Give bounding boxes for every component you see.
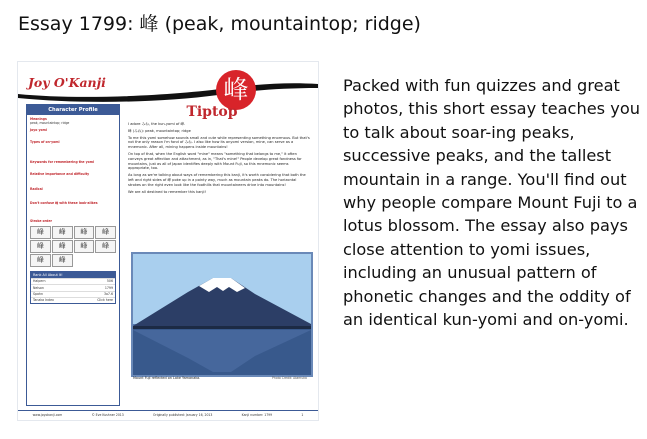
relative-label: Relative importance and difficulty	[30, 172, 90, 177]
mount-fuji-photo	[131, 252, 313, 377]
stroke-step: 峰	[74, 240, 95, 253]
footer-page-number: 1	[301, 413, 304, 417]
essay-title: Essay 1799: 峰 (peak, mountaintop; ridge)	[18, 13, 421, 35]
stats-table	[30, 271, 116, 304]
stats-row: Nelson 1799	[33, 285, 113, 290]
strokes-label: Stroke order	[30, 219, 52, 224]
essay-thumbnail[interactable]	[18, 62, 318, 420]
stroke-step: 峰	[52, 254, 73, 267]
page-footer	[18, 410, 318, 420]
essay-intro: I adore みね, the kun-yomi of 峰.	[128, 122, 186, 126]
stats-heading: Rank All About It!	[31, 272, 115, 278]
footer-url: www.joyokanji.com	[32, 413, 63, 417]
essay-paragraph: To me this yomi somehow sounds small and cute while representing something enormous. But that's not the only reason I'm fond of みね. I also like how its onyomi version, mine, can serve as a mnemonic. After all, mining happens inside mountains!	[128, 135, 310, 150]
joyo-yomi-label: Joyo yomi	[30, 127, 47, 132]
types-label: Types of on-yomi	[30, 139, 60, 144]
stroke-step: 峰	[30, 254, 51, 267]
confuse-label: Don't confuse 峰 with these look-alikes	[30, 201, 98, 206]
character-profile-sidebar	[26, 104, 120, 406]
stats-row: Halpern 506	[33, 279, 113, 284]
essay-description: Packed with fun quizzes and great photos, this short essay teaches you to talk about soar-ing peaks, successive peaks, and the tallest mountain in a range. You'll find out why people compare Mount Fuji to a lotus blossom. The essay also pays close attention to yomi issues, including an unusual pattern of phonetic changes and the oddity of an identical kun-yomi and on-yomi.	[343, 76, 640, 330]
photo-caption: Mount Fuji reflected on Lake Yamanaka.	[133, 376, 201, 380]
stroke-step: 峰	[30, 226, 51, 239]
essay-body	[128, 104, 310, 194]
essay-paragraph: We are all destined to remember this kanji!	[128, 189, 206, 194]
stroke-step: 峰	[52, 226, 73, 239]
kanji-badge: 峰	[216, 70, 256, 110]
keywords-label: Keywords for remembering the yomi	[30, 160, 95, 165]
meanings-label: Meanings	[30, 117, 47, 121]
footer-copyright: © Eve Kushner 2013	[91, 413, 124, 417]
stats-row: Spahn 3o7.6	[33, 292, 113, 297]
essay-heading: Tiptop	[186, 104, 238, 120]
essay-paragraph: On top of that, when the English word "mine" means "something that belongs to me," it often conveys great affection and attachment, as in, "That's mine!" People develop great fondness for mountains, just as all of Japan identifies deeply with Mount Fuji, so this mnemonic seems appropriate, too.	[128, 151, 302, 171]
photo-credit: Photo Credit: Atamuka	[272, 376, 307, 380]
stats-row: Tanaka Index Click here	[33, 298, 113, 303]
radical-label: Radical	[30, 186, 43, 191]
footer-kanji-number: Kanji number: 1799	[241, 413, 273, 417]
stroke-step: 峰	[95, 226, 116, 239]
meanings-value: peak, mountaintop; ridge	[30, 121, 70, 126]
footer-published: Originally published: January 16, 2013	[153, 413, 213, 417]
stroke-step: 峰	[74, 226, 95, 239]
essay-paragraph: As long as we're talking about ways of remembering this kanji, it's worth considering that both the left and right sides of 峰 poke up in a pointy way, much as mountain peaks do. The horizontal strokes on the right even look like the foothills that mountaineers drive into mountains!	[128, 173, 306, 187]
sidebar-heading: Character Profile	[27, 105, 119, 115]
essay-gloss: 峰 (みね): peak, mountaintop; ridge	[128, 128, 191, 133]
brand-logo: Joy O'Kanji	[28, 75, 106, 90]
stroke-step: 峰	[30, 240, 51, 253]
stroke-step: 峰	[95, 240, 116, 253]
stroke-order-grid	[30, 226, 116, 267]
stroke-step: 峰	[52, 240, 73, 253]
